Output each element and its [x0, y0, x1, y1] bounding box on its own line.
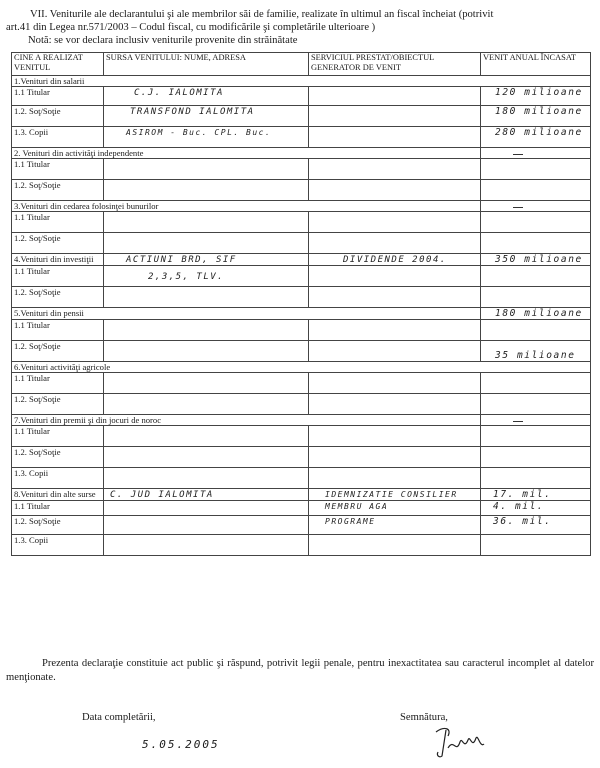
- row-label: 1.3. Copii: [12, 468, 104, 489]
- handwritten-text: C.J. IALOMITA: [134, 88, 224, 98]
- income-value: [481, 127, 591, 148]
- row-label: 1.1 Titular: [12, 212, 104, 233]
- row-label: 1.2. Soţ/Soţie: [12, 394, 104, 415]
- table-row: [12, 287, 591, 308]
- table-row: [12, 516, 591, 535]
- table-row: [12, 254, 591, 266]
- income-source: [104, 254, 309, 266]
- section-title: 8.Venituri din alte surse: [12, 489, 104, 501]
- table-row: [12, 362, 591, 373]
- dash-mark: [513, 154, 523, 155]
- table-row: [12, 87, 591, 106]
- income-source: [104, 87, 309, 106]
- income-service: [309, 516, 481, 535]
- col-income: VENIT ANUAL ÎNCASAT: [481, 53, 591, 76]
- income-value: [481, 254, 591, 266]
- table-row: [12, 76, 591, 87]
- income-value: [481, 148, 591, 159]
- table-row: [12, 501, 591, 516]
- handwritten-text: PROGRAME: [325, 517, 376, 526]
- table-row: [12, 426, 591, 447]
- income-value: [481, 308, 591, 320]
- table-row: [12, 148, 591, 159]
- section-title: 4.Venituri din investiţii: [12, 254, 104, 266]
- income-value: [481, 501, 591, 516]
- row-label: 1.1 Titular: [12, 266, 104, 287]
- section-title: 7.Venituri din premii şi din jocuri de noroc: [12, 415, 481, 426]
- income-source: [104, 489, 309, 501]
- income-value: [481, 201, 591, 212]
- dash-mark: [513, 207, 523, 208]
- income-service: [309, 87, 481, 106]
- section-title: 5.Venituri din pensii: [12, 308, 481, 320]
- handwritten-text: 35 milioane: [495, 350, 576, 361]
- income-service: [309, 106, 481, 127]
- income-value: [481, 341, 591, 362]
- handwritten-text: 180 milioane: [495, 106, 583, 117]
- income-source: [104, 266, 309, 287]
- date-value: 5.05.2005: [142, 738, 220, 751]
- section-title: 3.Venituri din cedarea folosinţei bunurilor: [12, 201, 481, 212]
- row-label: 1.2. Soţ/Soţie: [12, 287, 104, 308]
- section-header: [6, 8, 594, 47]
- handwritten-text: ACTIUNI BRD, SIF: [126, 255, 237, 265]
- table-row: [12, 394, 591, 415]
- handwritten-text: IDEMNIZATIE CONSILIER: [325, 490, 458, 499]
- header-line-2: art.41 din Legea nr.571/2003 – Codul fiscal, cu modificările şi completările ulterioare ): [6, 22, 376, 33]
- row-label: 1.2. Soţ/Soţie: [12, 233, 104, 254]
- income-value: [481, 415, 591, 426]
- handwritten-text: ASIROM - Buc. CPL. Buc.: [126, 128, 272, 137]
- section-title: 1.Venituri din salarii: [12, 76, 591, 87]
- income-source: [104, 127, 309, 148]
- row-label: 1.1 Titular: [12, 320, 104, 341]
- table-row: [12, 308, 591, 320]
- handwritten-text: 4. mil.: [493, 501, 545, 512]
- row-label: 1.2. Soţ/Soţie: [12, 341, 104, 362]
- header-note: Notă: se vor declara inclusiv veniturile provenite din străinătate: [28, 35, 298, 46]
- date-label: Data completării,: [82, 712, 156, 723]
- row-label: 1.3. Copii: [12, 535, 104, 556]
- table-row: [12, 127, 591, 148]
- row-label: 1.2. Soţ/Soţie: [12, 180, 104, 201]
- table-row: [12, 447, 591, 468]
- table-row: [12, 201, 591, 212]
- table-row: [12, 266, 591, 287]
- header-line-1: VII. Veniturile ale declarantului şi ale membrilor săi de familie, realizate în ultimul an fiscal încheiat (potrivit: [30, 9, 494, 20]
- handwritten-text: 2,3,5, TLV.: [148, 272, 225, 282]
- income-service: [309, 489, 481, 501]
- income-value: [481, 489, 591, 501]
- signature-mark: [430, 724, 490, 760]
- table-row: [12, 468, 591, 489]
- table-row: [12, 159, 591, 180]
- col-source: SURSA VENITULUI: NUME, ADRESA: [104, 53, 309, 76]
- income-value: [481, 106, 591, 127]
- statement-text: Prezenta declaraţie constituie act public şi răspund, potrivit legii penale, pentru inexactitatea sau caracterul incomplet al datelor menţionate.: [6, 658, 594, 683]
- section-title: 2. Venituri din activităţi independente: [12, 148, 481, 159]
- income-source: [104, 106, 309, 127]
- income-service: [309, 127, 481, 148]
- table-row: [12, 320, 591, 341]
- handwritten-text: 36. mil.: [493, 516, 552, 527]
- handwritten-text: 350 milioane: [495, 254, 583, 265]
- dash-mark: [513, 421, 523, 422]
- handwritten-text: 180 milioane: [495, 308, 583, 319]
- row-label: 1.1 Titular: [12, 373, 104, 394]
- handwritten-text: MEMBRU AGA: [325, 502, 389, 511]
- table-header-row: [12, 53, 591, 76]
- row-label: 1.2. Soţ/Soţie: [12, 516, 104, 535]
- handwritten-text: 17. mil.: [493, 489, 552, 500]
- handwritten-text: DIVIDENDE 2004.: [343, 255, 447, 265]
- income-service: [309, 501, 481, 516]
- handwritten-text: 120 milioane: [495, 87, 583, 98]
- section-title: 6.Venituri activităţi agricole: [12, 362, 591, 373]
- income-value: [481, 516, 591, 535]
- legal-statement: [6, 657, 594, 685]
- col-who: CINE A REALIZAT VENITUL: [12, 53, 104, 76]
- table-row: [12, 535, 591, 556]
- table-row: [12, 341, 591, 362]
- income-service: [309, 254, 481, 266]
- row-label: 1.1 Titular: [12, 426, 104, 447]
- col-service: SERVICIUL PRESTAT/OBIECTUL GENERATOR DE VENIT: [309, 53, 481, 76]
- handwritten-text: 280 milioane: [495, 127, 583, 138]
- table-row: [12, 489, 591, 501]
- row-label: 1.3. Copii: [12, 127, 104, 148]
- table-row: [12, 373, 591, 394]
- signature-label: Semnătura,: [400, 712, 448, 723]
- table-row: [12, 233, 591, 254]
- row-label: 1.1 Titular: [12, 87, 104, 106]
- table-row: [12, 212, 591, 233]
- table-row: [12, 415, 591, 426]
- row-label: 1.2. Soţ/Soţie: [12, 106, 104, 127]
- row-label: 1.1 Titular: [12, 501, 104, 516]
- row-label: 1.1 Titular: [12, 159, 104, 180]
- handwritten-text: C. JUD IALOMITA: [110, 490, 214, 500]
- table-row: [12, 180, 591, 201]
- handwritten-text: TRANSFOND IALOMITA: [130, 107, 255, 117]
- table-row: [12, 106, 591, 127]
- income-table: [11, 52, 591, 556]
- income-value: [481, 87, 591, 106]
- row-label: 1.2. Soţ/Soţie: [12, 447, 104, 468]
